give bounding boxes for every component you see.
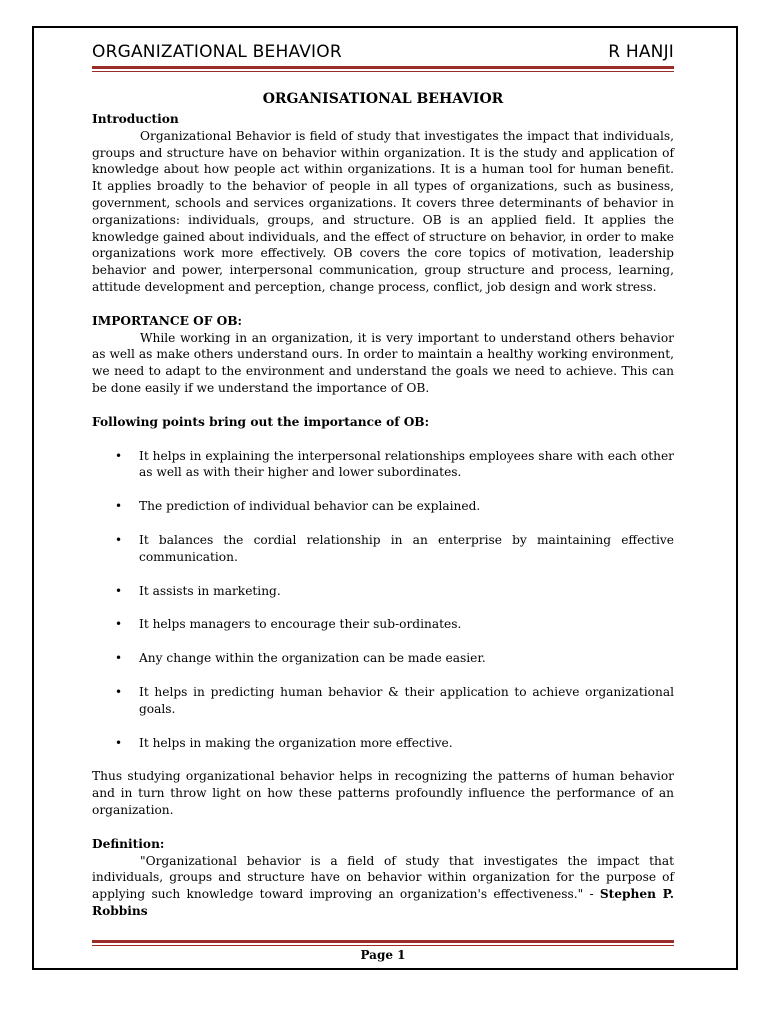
introduction-heading: Introduction [92,112,179,126]
definition-author: Stephen P. Robbins [92,887,674,918]
importance-paragraph: While working in an organization, it is very important to understand others behavior as well as make others understand ours. In order to maintain a healthy working environment, we need to adapt to the environment and understand the goals we need to achieve. This can be done easily if we understand the importance of OB. [92,330,674,395]
bullet-icon: • [115,532,123,547]
bullet-icon: • [115,499,123,514]
list-item: • It helps managers to encourage their sub-ordinates. [115,617,462,632]
definition-quote: "Organizational behavior is a field of study that investigates the impact that individuals, groups and structure have on behavior within organization for the purpose of applying such knowledge toward improving an organization's effectiveness." - [92,853,674,902]
bullet-icon: • [115,617,123,632]
header-rule [92,66,674,72]
document-body [92,89,674,920]
header-author: R HANJI [608,42,674,62]
importance-points-list [92,448,674,752]
bullet-icon: • [115,735,123,750]
bullet-icon: • [115,684,123,699]
document-title: ORGANISATIONAL BEHAVIOR [262,91,504,107]
list-item: • Any change within the organization can be made easier. [115,651,486,666]
footer-rule [92,940,674,946]
definition-paragraph [92,853,674,920]
page-number: Page 1 [360,948,406,962]
list-item: • The prediction of individual behavior can be explained. [115,499,481,514]
bullet-icon: • [115,651,123,666]
list-item: • It helps in making the organization more effective. [115,735,453,750]
header-title: ORGANIZATIONAL BEHAVIOR [92,42,342,62]
bullet-icon: • [115,448,123,463]
bullet-icon: • [115,583,123,598]
list-item: • It helps in explaining the interpersonal relationships employees share with each other as well as with their higher and lower subordinates. [115,448,674,480]
list-item: • It assists in marketing. [115,583,281,598]
conclusion-paragraph: Thus studying organizational behavior helps in recognizing the patterns of human behavior and in turn throw light on how these patterns profoundly influence the performance of an organization. [92,769,674,817]
page-header [92,42,674,62]
importance-heading: IMPORTANCE OF OB: [92,313,243,328]
list-item: • It balances the cordial relationship in an enterprise by maintaining effective communication. [115,532,674,564]
list-item: • It helps in predicting human behavior & their application to achieve organizational goals. [115,684,674,716]
points-heading: Following points bring out the importance of OB: [92,414,430,429]
definition-heading: Definition: [92,836,165,851]
introduction-paragraph: Organizational Behavior is field of study that investigates the impact that individuals, groups and structure have on behavior within organization. It is the study and application of knowledge about how people act within organizations. It is a human tool for human benefit. It applies broadly to the behavior of people in all types of organizations, such as business, government, schools and services organizations. It covers three determinants of behavior in organizations: individuals, groups, and structure. OB is an applied field. It applies the knowledge gained about individuals, and the effect of structure on behavior, in order to make organizations work more effectively. OB covers the core topics of motivation, leadership behavior and power, interpersonal communication, group structure and process, learning, attitude development and perception, change process, conflict, job design and work stress. [92,128,674,294]
